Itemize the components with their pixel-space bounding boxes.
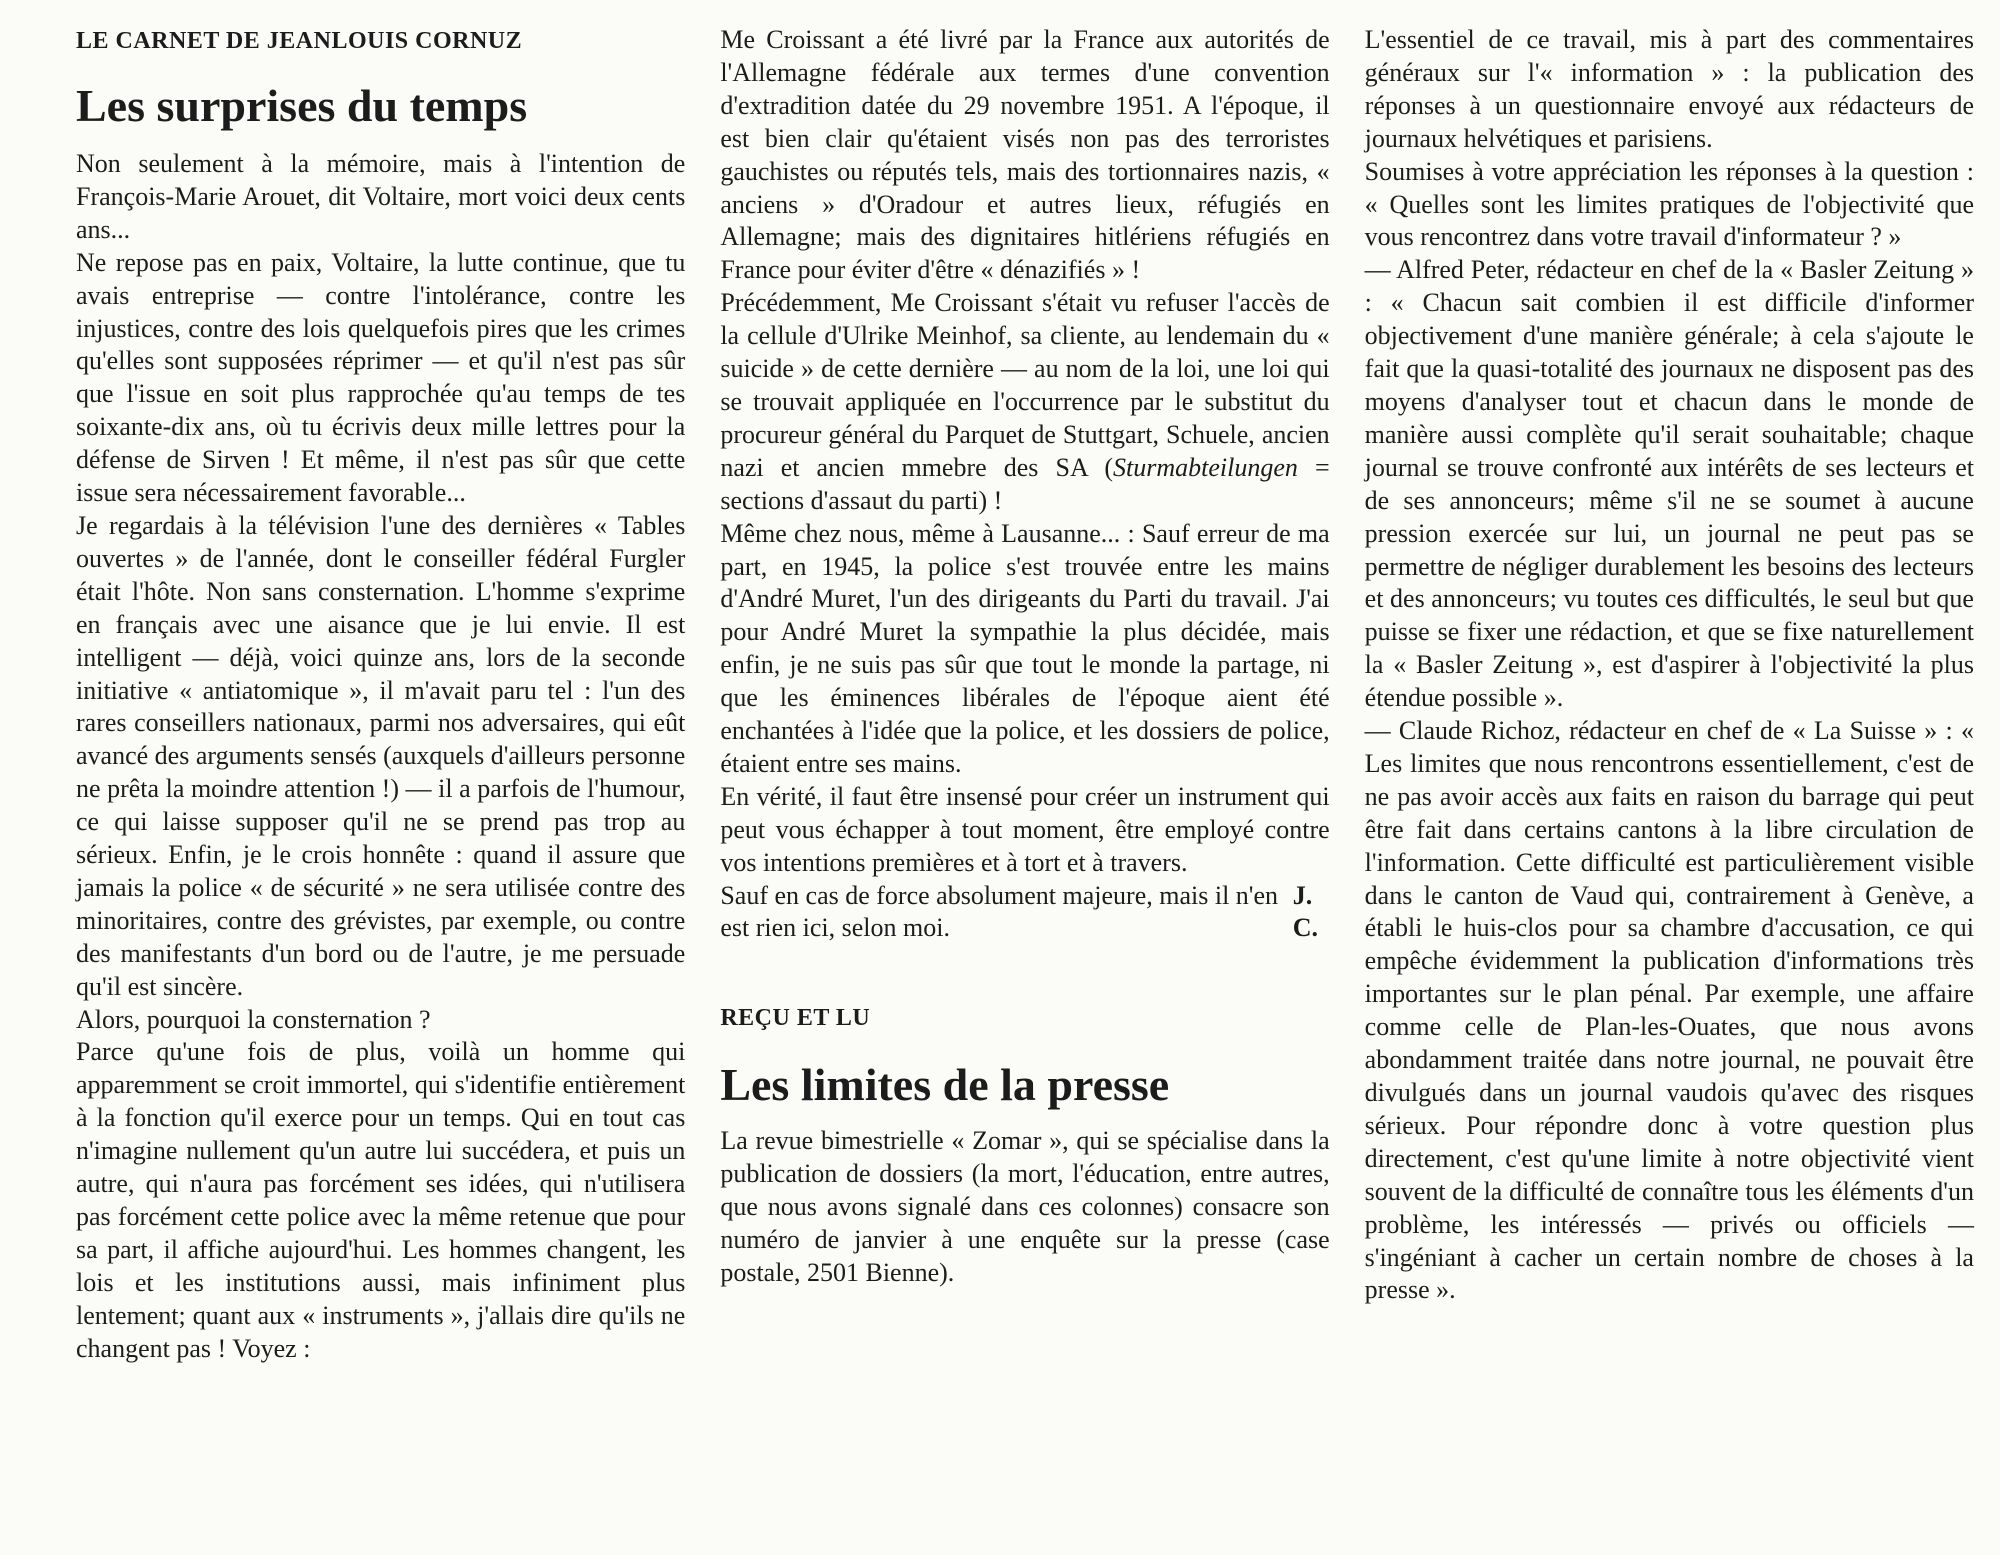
author-signature: J. C. (1292, 880, 1318, 943)
article1-paragraph: Ne repose pas en paix, Voltaire, la lutte continue, que tu avais entreprise — contre l'intolérance, contre les injustices, contre des lois quelquefois pires que les crimes qu'elles sont supposées réprimer — et qu'il n'est pas sûr que l'issue en soit plus rapprochée qu'au temps de tes soixante-dix ans, où tu écrivis deux mille lettres pour la défense de Sirven ! Et même, il n'est pas sûr que cette issue sera nécessairement favorable... (76, 247, 686, 508)
article1-paragraph: Parce qu'une fois de plus, voilà un homme qui apparemment se croit immortel, qui s'identifie entièrement à la fonction qu'il exerce pour un temps. Qui en tout cas n'imagine nullement qu'un autre lui succédera, et puis un autre, qui n'aura pas forcément ses idées, qui n'utilisera pas forcément cette police avec la même retenue que pour sa part, il affiche aujourd'hui. Les hommes changent, les lois et les institutions aussi, mais infiniment plus lentement; quant aux « instruments », j'allais dire qu'ils ne changent pas ! Voyez : (76, 1037, 686, 1363)
article2-title: Les limites de la presse (720, 1059, 1170, 1111)
article1-paragraph: Non seulement à la mémoire, mais à l'intention de François-Marie Arouet, dit Voltaire, mort voici deux cents ans... (76, 149, 686, 244)
paragraph-italic-term: Sturmabteilungen (1113, 452, 1298, 482)
article1-paragraph (720, 287, 1329, 517)
article2-paragraph: La revue bimestrielle « Zomar », qui se spécialise dans la publication de dossiers (la mort, l'éducation, entre autres, que nous avons signalé dans ces colonnes) consacre son numéro de janvier à une enquête sur la presse (case postale, 2501 Bienne). (720, 1126, 1330, 1287)
closing-text: Sauf en cas de force absolument majeure, mais il n'en est rien ici, selon moi. (720, 880, 1279, 943)
article1-title: Les surprises du temps (76, 80, 528, 131)
column-1 (76, 24, 685, 1366)
article1-closing (720, 880, 1329, 946)
article1-paragraph: Je regardais à la télévision l'une des dernières « Tables ouvertes » de l'année, dont le conseiller fédéral Furgler était l'hôte. Non sans consternation. L'homme s'exprime en français avec une aisance que je lui envie. Il est intelligent — déjà, voici quinze ans, lors de la seconde initiative « antiatomique », il m'avait paru tel : l'un des rares conseillers nationaux, parmi nos adversaires, qui eût avancé des arguments sensés (auxquels d'ailleurs personne ne prêta la moindre attention !) — il a parfois de l'humour, ce qui laisse supposer qu'il ne se prend pas trop au sérieux. Enfin, je le crois honnête : quand il assure que jamais la police « de sécurité » ne sera utilisée contre des minoritaires, contre des grévistes, par exemple, ou contre des manifestants d'un bord ou de l'autre, je me persuade qu'il est sincère. (76, 510, 686, 1001)
article2-paragraph: — Claude Richoz, rédacteur en chef de « La Suisse » : « Les limites que nous rencontrons essentiellement, c'est de ne pas avoir accès aux faits en raison du barrage qui peut être fait dans certains cantons à la libre circulation de l'information. Cette difficulté est particulièrement visible dans le canton de Vaud qui, contrairement à Genève, a établi le huis-clos pour sa chambre d'accusation, ce qui empêche évidemment la publication d'informations très importantes sur le plan pénal. Par exemple, une affaire comme celle de Plan-les-Ouates, que nous avons abondamment traitée dans notre journal, ne pouvait être divulgués dans un journal vaudois qu'avec des risques sérieux. Pour répondre donc à votre question plus directement, c'est qu'une limite à notre objectivité vient souvent de la difficulté de connaître tous les éléments d'un problème, les intéressés — privés ou officiels — s'ingéniant à cacher un certain nombre de choses à la presse ». (1364, 716, 1974, 1305)
paragraph-text: Précédemment, Me Croissant s'était vu refuser l'accès de la cellule d'Ulrike Meinhof, sa cliente, au lendemain du « suicide » de cette dernière — au nom de la loi, une loi qui se trouvait appliquée en l'occurrence par le substitut du procureur général du Parquet de Stuttgart, Schuele, ancien nazi et ancien mmebre des SA ( (720, 288, 1330, 482)
article1-paragraph: Alors, pourquoi la consternation ? (76, 1004, 431, 1034)
article1-paragraph: Même chez nous, même à Lausanne... : Sauf erreur de ma part, en 1945, la police s'est trouvée entre les mains d'André Muret, l'un des dirigeants du Parti du travail. J'ai pour André Muret la sympathie la plus décidée, mais enfin, je ne suis pas sûr que tout le monde la partage, ni que les éminences libérales de l'époque aient été enchantées à l'idée que la police, et les dossiers de police, étaient entre ses mains. (720, 518, 1330, 778)
article1-paragraph: En vérité, il faut être insensé pour créer un instrument qui peut vous échapper à tout moment, être employé contre vos intentions premières et à tort et à travers. (720, 781, 1330, 877)
column-3 (1365, 24, 1974, 1307)
article2-paragraph: Soumises à votre appréciation les réponses à la question : « Quelles sont les limites pratiques de l'objectivité que vous rencontrez dans votre travail d'informateur ? » (1364, 156, 1974, 252)
article2-paragraph: L'essentiel de ce travail, mis à part des commentaires généraux sur l'« information » : la publication des réponses à un questionnaire envoyé aux rédacteurs de journaux helvétiques et parisiens. (1364, 25, 1974, 153)
article1-paragraph: Me Croissant a été livré par la France aux autorités de l'Allemagne fédérale aux termes d'une convention d'extradition datée du 29 novembre 1951. A l'époque, il est bien clair qu'étaient visés non pas des terroristes gauchistes ou réputés tels, mais des tortionnaires nazis, « anciens » d'Oradour et autres lieux, réfugiés en Allemagne; mais des dignitaires hitlériens réfugiés en France pour éviter d'être « dénazifiés » ! (720, 25, 1330, 285)
article1-kicker: LE CARNET DE JEANLOUIS CORNUZ (76, 28, 523, 54)
column-2 (720, 24, 1329, 1290)
article2-kicker: REÇU ET LU (720, 1005, 871, 1032)
paragraph-text: = sections d'assaut du parti) ! (720, 452, 1330, 515)
article2-paragraph: — Alfred Peter, rédacteur en chef de la « Basler Zeitung » : « Chacun sait combien il est difficile d'informer objectivement d'une manière générale; à cela s'ajoute le fait que la quasi-totalité des journaux ne disposent pas des moyens d'analyser tout et chacun dans le monde de manière aussi complète qu'il serait souhaitable; chaque journal se trouve confronté aux intérêts de ses lecteurs et de ses annonceurs; même s'il ne se soumet à aucune pression exercée sur lui, un journal ne peut pas se permettre de négliger durablement les besoins des lecteurs et des annonceurs; vu toutes ces difficultés, le seul but que puisse se fixer une rédaction, et que se fixe naturellement la « Basler Zeitung », est d'aspirer à l'objectivité la plus étendue possible ». (1364, 255, 1974, 713)
